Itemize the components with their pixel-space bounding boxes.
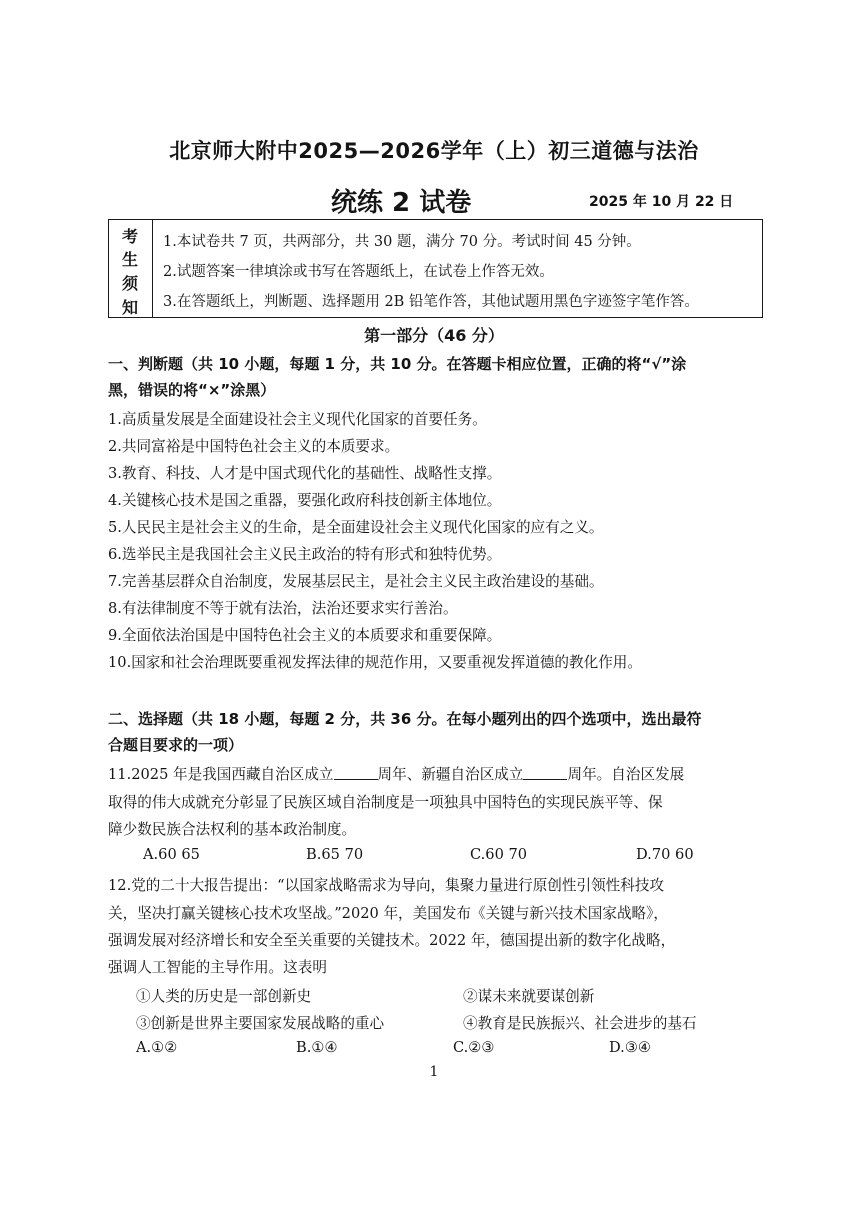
- notice-box: [108, 219, 763, 318]
- answer-blank: [334, 765, 378, 780]
- q11-option-b: B.65 70: [306, 846, 364, 863]
- q11-option-a: A.60 65: [143, 846, 200, 863]
- exam-subtitle: 统练 2 试卷: [331, 188, 472, 218]
- q12-statement-2: ②谋未来就要谋创新: [463, 988, 595, 1005]
- page-number: 1: [429, 1064, 439, 1080]
- q11-text-c: 周年。自治区发展: [567, 766, 685, 783]
- true-false-question: 5.人民民主是社会主义的生命，是全面建设社会主义现代化国家的应有之义。: [108, 519, 604, 536]
- true-false-question: 6.选举民主是我国社会主义民主政治的特有形式和独特优势。: [108, 546, 502, 563]
- true-false-question: 7.完善基层群众自治制度，发展基层民主，是社会主义民主政治建设的基础。: [108, 573, 604, 590]
- question-12-stem: 12.党的二十大报告提出：“以国家战略需求为导向，集聚力量进行原创性引领性科技攻: [108, 877, 665, 894]
- exam-title: 北京师大附中2025—2026学年（上）初三道德与法治: [169, 139, 699, 163]
- section2-heading: 二、选择题（共 18 小题，每题 2 分，共 36 分。在每小题列出的四个选项中，选出最符: [108, 710, 702, 728]
- question-12-stem-cont: 关，坚决打赢关键核心技术攻坚战。”2020 年，美国发布《关键与新兴技术国家战略》，: [108, 905, 669, 922]
- notice-label-char: 须: [121, 274, 138, 293]
- question-12-stem-cont: 强调发展对经济增长和安全至关重要的关键技术。2022 年，德国提出新的数字化战略，: [108, 932, 676, 949]
- true-false-question: 8.有法律制度不等于就有法治，法治还要求实行善治。: [108, 600, 458, 617]
- q11-option-d: D.70 60: [636, 846, 694, 863]
- section1-heading-cont: 黑，错误的将“×”涂黑）: [108, 381, 276, 399]
- true-false-question: 10.国家和社会治理既要重视发挥法律的规范作用，又要重视发挥道德的教化作用。: [108, 654, 642, 671]
- true-false-question: 4.关键核心技术是国之重器，要强化政府科技创新主体地位。: [108, 492, 502, 509]
- notice-item: 2.试题答案一律填涂或书写在答题纸上，在试卷上作答无效。: [163, 264, 554, 280]
- q12-option-d: D.③④: [609, 1039, 651, 1056]
- notice-label-char: 考: [121, 227, 138, 246]
- q12-statement-1: ①人类的历史是一部创新史: [136, 988, 312, 1005]
- notice-item: 1.本试卷共 7 页，共两部分，共 30 题，满分 70 分。考试时间 45 分钟。: [163, 234, 641, 250]
- true-false-question: 9.全面依法治国是中国特色社会主义的本质要求和重要保障。: [108, 627, 502, 644]
- notice-label: [109, 220, 153, 317]
- notice-label-char: 生: [121, 250, 138, 269]
- question-12-stem-cont: 强调人工智能的主导作用。这表明: [108, 959, 327, 976]
- q12-option-a: A.①②: [136, 1039, 178, 1056]
- true-false-question: 2.共同富裕是中国特色社会主义的本质要求。: [108, 438, 400, 455]
- notice-item: 3.在答题纸上，判断题、选择题用 2B 铅笔作答，其他试题用黑色字迹签字笔作答。: [163, 294, 699, 310]
- q11-option-c: C.60 70: [470, 846, 528, 863]
- question-11-stem-cont: 障少数民族合法权利的基本政治制度。: [108, 821, 357, 838]
- q12-statement-4: ④教育是民族振兴、社会进步的基石: [463, 1015, 697, 1032]
- section2-heading-cont: 合题目要求的一项）: [108, 736, 244, 754]
- q11-text-b: 周年、新疆自治区成立: [377, 766, 524, 783]
- question-11-stem: [108, 763, 684, 784]
- true-false-question: 1.高质量发展是全面建设社会主义现代化国家的首要任务。: [108, 411, 487, 428]
- true-false-question: 3.教育、科技、人才是中国式现代化的基础性、战略性支撑。: [108, 465, 502, 482]
- notice-label-char: 知: [121, 298, 138, 317]
- section1-heading: 一、判断题（共 10 小题，每题 1 分，共 10 分。在答题卡相应位置，正确的将“√”涂: [108, 355, 687, 373]
- question-11-stem-cont: 取得的伟大成就充分彰显了民族区域自治制度是一项独具中国特色的实现民族平等、保: [108, 794, 663, 811]
- q12-option-c: C.②③: [453, 1039, 495, 1056]
- q12-statement-3: ③创新是世界主要国家发展战略的重心: [136, 1015, 385, 1032]
- part-title: 第一部分（46 分）: [364, 326, 504, 345]
- exam-date: 2025 年 10 月 22 日: [589, 194, 734, 210]
- answer-blank: [523, 765, 567, 780]
- q11-text-a: 11.2025 年是我国西藏自治区成立: [108, 766, 334, 783]
- q12-option-b: B.①④: [296, 1039, 338, 1056]
